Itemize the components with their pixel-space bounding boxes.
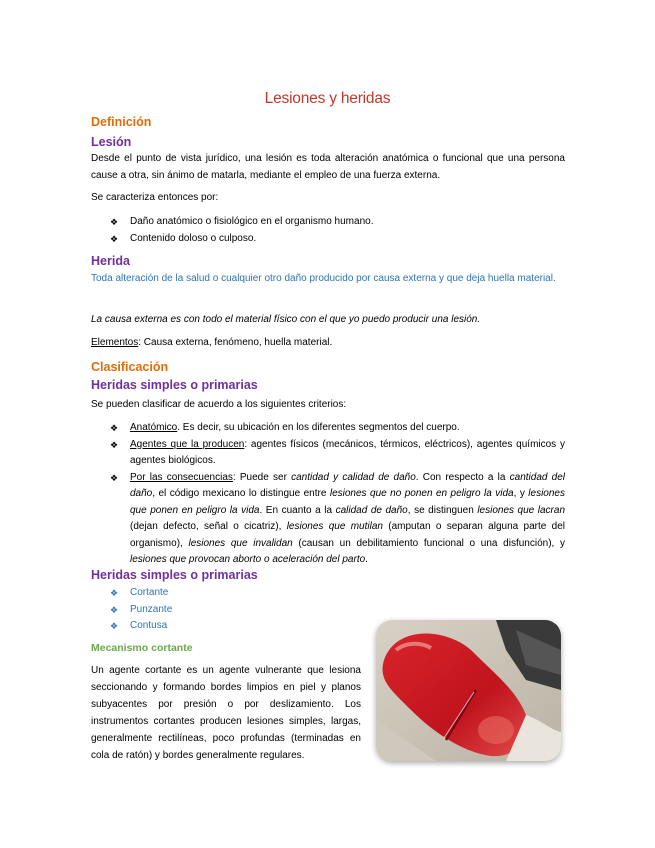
heading-clasificacion: Clasificación — [91, 360, 169, 374]
list-item: ❖ Agentes que la producen: agentes físicos (mecánicos, térmicos, eléctricos), agentes químicos y agentes biológicos. — [110, 438, 566, 466]
list-item: ❖ Cortante — [110, 585, 565, 602]
elementos-label: Elementos — [91, 337, 139, 348]
page-title: Lesiones y heridas — [264, 90, 391, 107]
wound-foot-photo — [376, 620, 561, 761]
heading-herida: Herida — [91, 254, 130, 268]
list-item: ❖ Daño anatómico o fisiológico en el organismo humano. — [110, 214, 565, 231]
diamond-bullet-icon: ❖ — [110, 604, 119, 615]
list-item: ❖ Punzante — [110, 602, 565, 619]
criterios-list — [110, 420, 565, 569]
lesion-intro: Se caracteriza entonces por: — [91, 192, 219, 203]
diamond-bullet-icon: ❖ — [110, 439, 119, 450]
diamond-bullet-icon: ❖ — [110, 588, 119, 598]
diamond-bullet-icon: ❖ — [110, 233, 119, 244]
list-item: ❖ Por las consecuencias: Puede ser cantidad y calidad de daño. Con respecto a la cantidad del daño, el código mexicano lo distingue entre lesiones que no ponen en peligro la vida, y lesiones que ponen en peligro la vida. En cuanto a la calidad de daño, se distinguen lesiones que lacran (dejan defecto, señal o cicatriz), lesiones que mutilan (amputan o separan alguna parte del organismo), lesiones que invalidan (causan un debilitamiento funcional o una disfunción), y lesiones que provocan aborto o aceleración del parto. — [110, 471, 566, 565]
wound-foot-illustration-icon — [376, 620, 561, 761]
diamond-bullet-icon: ❖ — [110, 217, 119, 227]
heading-heridas-simples: Heridas simples o primarias — [91, 378, 258, 392]
heading-definicion: Definición — [91, 115, 152, 129]
diamond-bullet-icon: ❖ — [110, 472, 119, 483]
lesion-characteristics-list — [110, 214, 565, 247]
herida-elementos: Elementos: Causa externa, fenómeno, huella material. — [91, 337, 333, 348]
heading-heridas-tipos: Heridas simples o primarias — [91, 568, 258, 582]
lesion-definition: Desde el punto de vista jurídico, una lesión es toda alteración anatómica o funcional que una persona cause a otra, sin ánimo de matarla, mediante el empleo de una fuerza externa. — [91, 153, 565, 181]
heading-mecanismo-cortante: Mecanismo cortante — [91, 642, 193, 654]
herida-definition: Toda alteración de la salud o cualquier otro daño producido por causa externa y que deja huella material. — [91, 273, 556, 284]
mecanismo-text: Un agente cortante es un agente vulnerante que lesiona seccionando y formando bordes limpios en piel y planos subyacentes por presión o por deslizamiento. Los instrumentos cortantes producen lesiones simples, largas, generalmente rectilíneas, poco profundas (terminadas en cola de ratón) y bordes generalmente regulares. — [91, 665, 361, 761]
list-item: ❖ Contenido doloso o culposo. — [110, 231, 565, 248]
heading-lesion: Lesión — [91, 135, 132, 149]
list-item: ❖ Contusa — [110, 618, 565, 635]
list-item: ❖ Anatómico. Es decir, su ubicación en los diferentes segmentos del cuerpo. — [110, 420, 565, 437]
diamond-bullet-icon: ❖ — [110, 621, 119, 631]
herida-note: La causa externa es con todo el material físico con el que yo puedo producir una lesión. — [91, 314, 481, 325]
clasificacion-intro: Se pueden clasificar de acuerdo a los siguientes criterios: — [91, 399, 347, 410]
diamond-bullet-icon: ❖ — [110, 423, 119, 433]
